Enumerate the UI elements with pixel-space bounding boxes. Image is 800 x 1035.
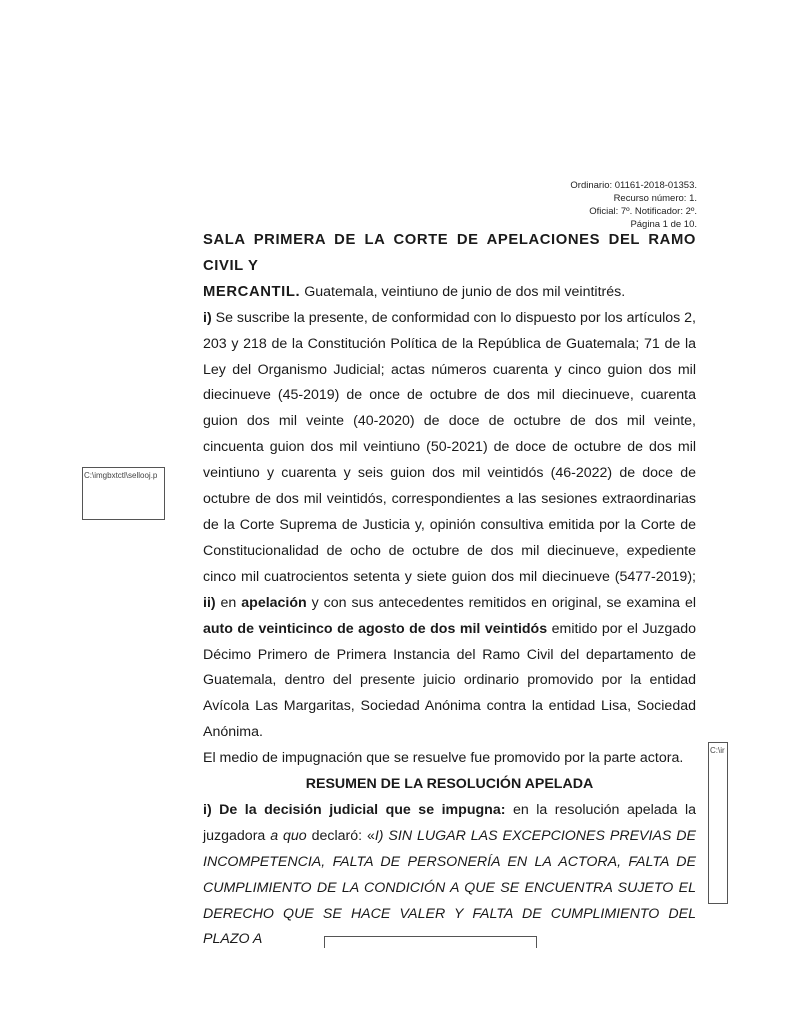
page-number: Página 1 de 10. — [630, 219, 697, 230]
numeral-ii: ii) — [203, 594, 216, 611]
recurso-number: Recurso número: 1. — [613, 193, 697, 204]
bold-apelacion: apelación — [241, 594, 307, 611]
seal-image-placeholder — [82, 467, 165, 520]
paragraph-text: emitido por el Juzgado Décimo Primero de Primera Instancia del Ramo Civil del departamento de Guatemala, dentro del presente juicio ordinario promovido por la entidad Avícola Las Margaritas, Sociedad Anónima contra la entidad Lisa, Sociedad Anónima. — [203, 620, 696, 741]
italic-quote: I) SIN LUGAR LAS EXCEPCIONES PREVIAS DE INCOMPETENCIA, FALTA DE PERSONERÍA EN LA ACTORA, FALTA DE CUMPLIMIENTO DE LA CONDICIÓN A QUE SE ENCUENTRA SUJETO EL DERECHO QUE SE HACE VALER Y FALTA DE CUMPLIMIENTO DEL PLAZO A — [203, 827, 696, 948]
section-heading: RESUMEN DE LA RESOLUCIÓN APELADA — [305, 776, 594, 793]
paragraph-fundamento — [203, 306, 696, 746]
paragraph-medio-impugnacion: El medio de impugnación que se resuelve fue promovido por la parte actora. — [203, 750, 684, 767]
paragraph-text: en la resolución apelada la juzgadora — [203, 801, 696, 844]
court-title-continued: MERCANTIL. — [203, 283, 301, 300]
paragraph-text: en — [215, 594, 242, 611]
bold-auto: auto de veinticinco de agosto de dos mil veintidós — [203, 620, 548, 637]
oficial-notificador: Oficial: 7º. Notificador: 2º. — [589, 206, 697, 217]
italic-a-quo: a quo — [270, 827, 307, 844]
side-image-placeholder — [708, 742, 728, 904]
numeral-i: i) — [203, 309, 212, 326]
paragraph-text: y con sus antecedentes remitidos en original, se examina el — [306, 594, 696, 611]
paragraph-decision — [203, 798, 696, 953]
side-image-path: C:\ir — [710, 746, 725, 755]
document-body — [203, 228, 696, 953]
paragraph-text: declaró: « — [306, 827, 375, 844]
ordinario-number: Ordinario: 01161-2018-01353. — [570, 180, 697, 191]
subheading-decision: i) De la decisión judicial que se impugna: — [203, 801, 506, 818]
seal-image-path: C:\imgbxtctl\sellooj.p — [84, 471, 158, 480]
date-line — [203, 280, 696, 306]
court-title: SALA PRIMERA DE LA CORTE DE APELACIONES DEL RAMO CIVIL Y — [203, 232, 696, 274]
paragraph-text: Se suscribe la presente, de conformidad con lo dispuesto por los artículos 2, 203 y 218 de la Constitución Política de la República de Guatemala; 71 de la Ley del Organismo Judicial; actas números cuarenta y cinco guion dos mil diecinueve (45-2019) de once de octubre de dos mil diecinueve, cuarenta guion dos mil veinte (40-2020) de doce de octubre de dos mil veinte, cincuenta guion dos mil veintiuno (50-2021) de doce de octubre de dos mil veintiuno y cuarenta y seis guion dos mil veintidós (46-2022) de doce de octubre de dos mil veintidós, correspondientes a las sesiones extraordinarias de la Corte Suprema de Justicia y, opinión consultiva emitida por la Corte de Constitucionalidad de ocho de octubre de dos mil diecinueve, expediente cinco mil cuatrocientos setenta y siete guion dos mil diecinueve (5477-2019); — [203, 309, 696, 585]
date-text: Guatemala, veintiuno de junio de dos mil veintitrés. — [300, 283, 626, 300]
case-metadata — [570, 179, 697, 231]
